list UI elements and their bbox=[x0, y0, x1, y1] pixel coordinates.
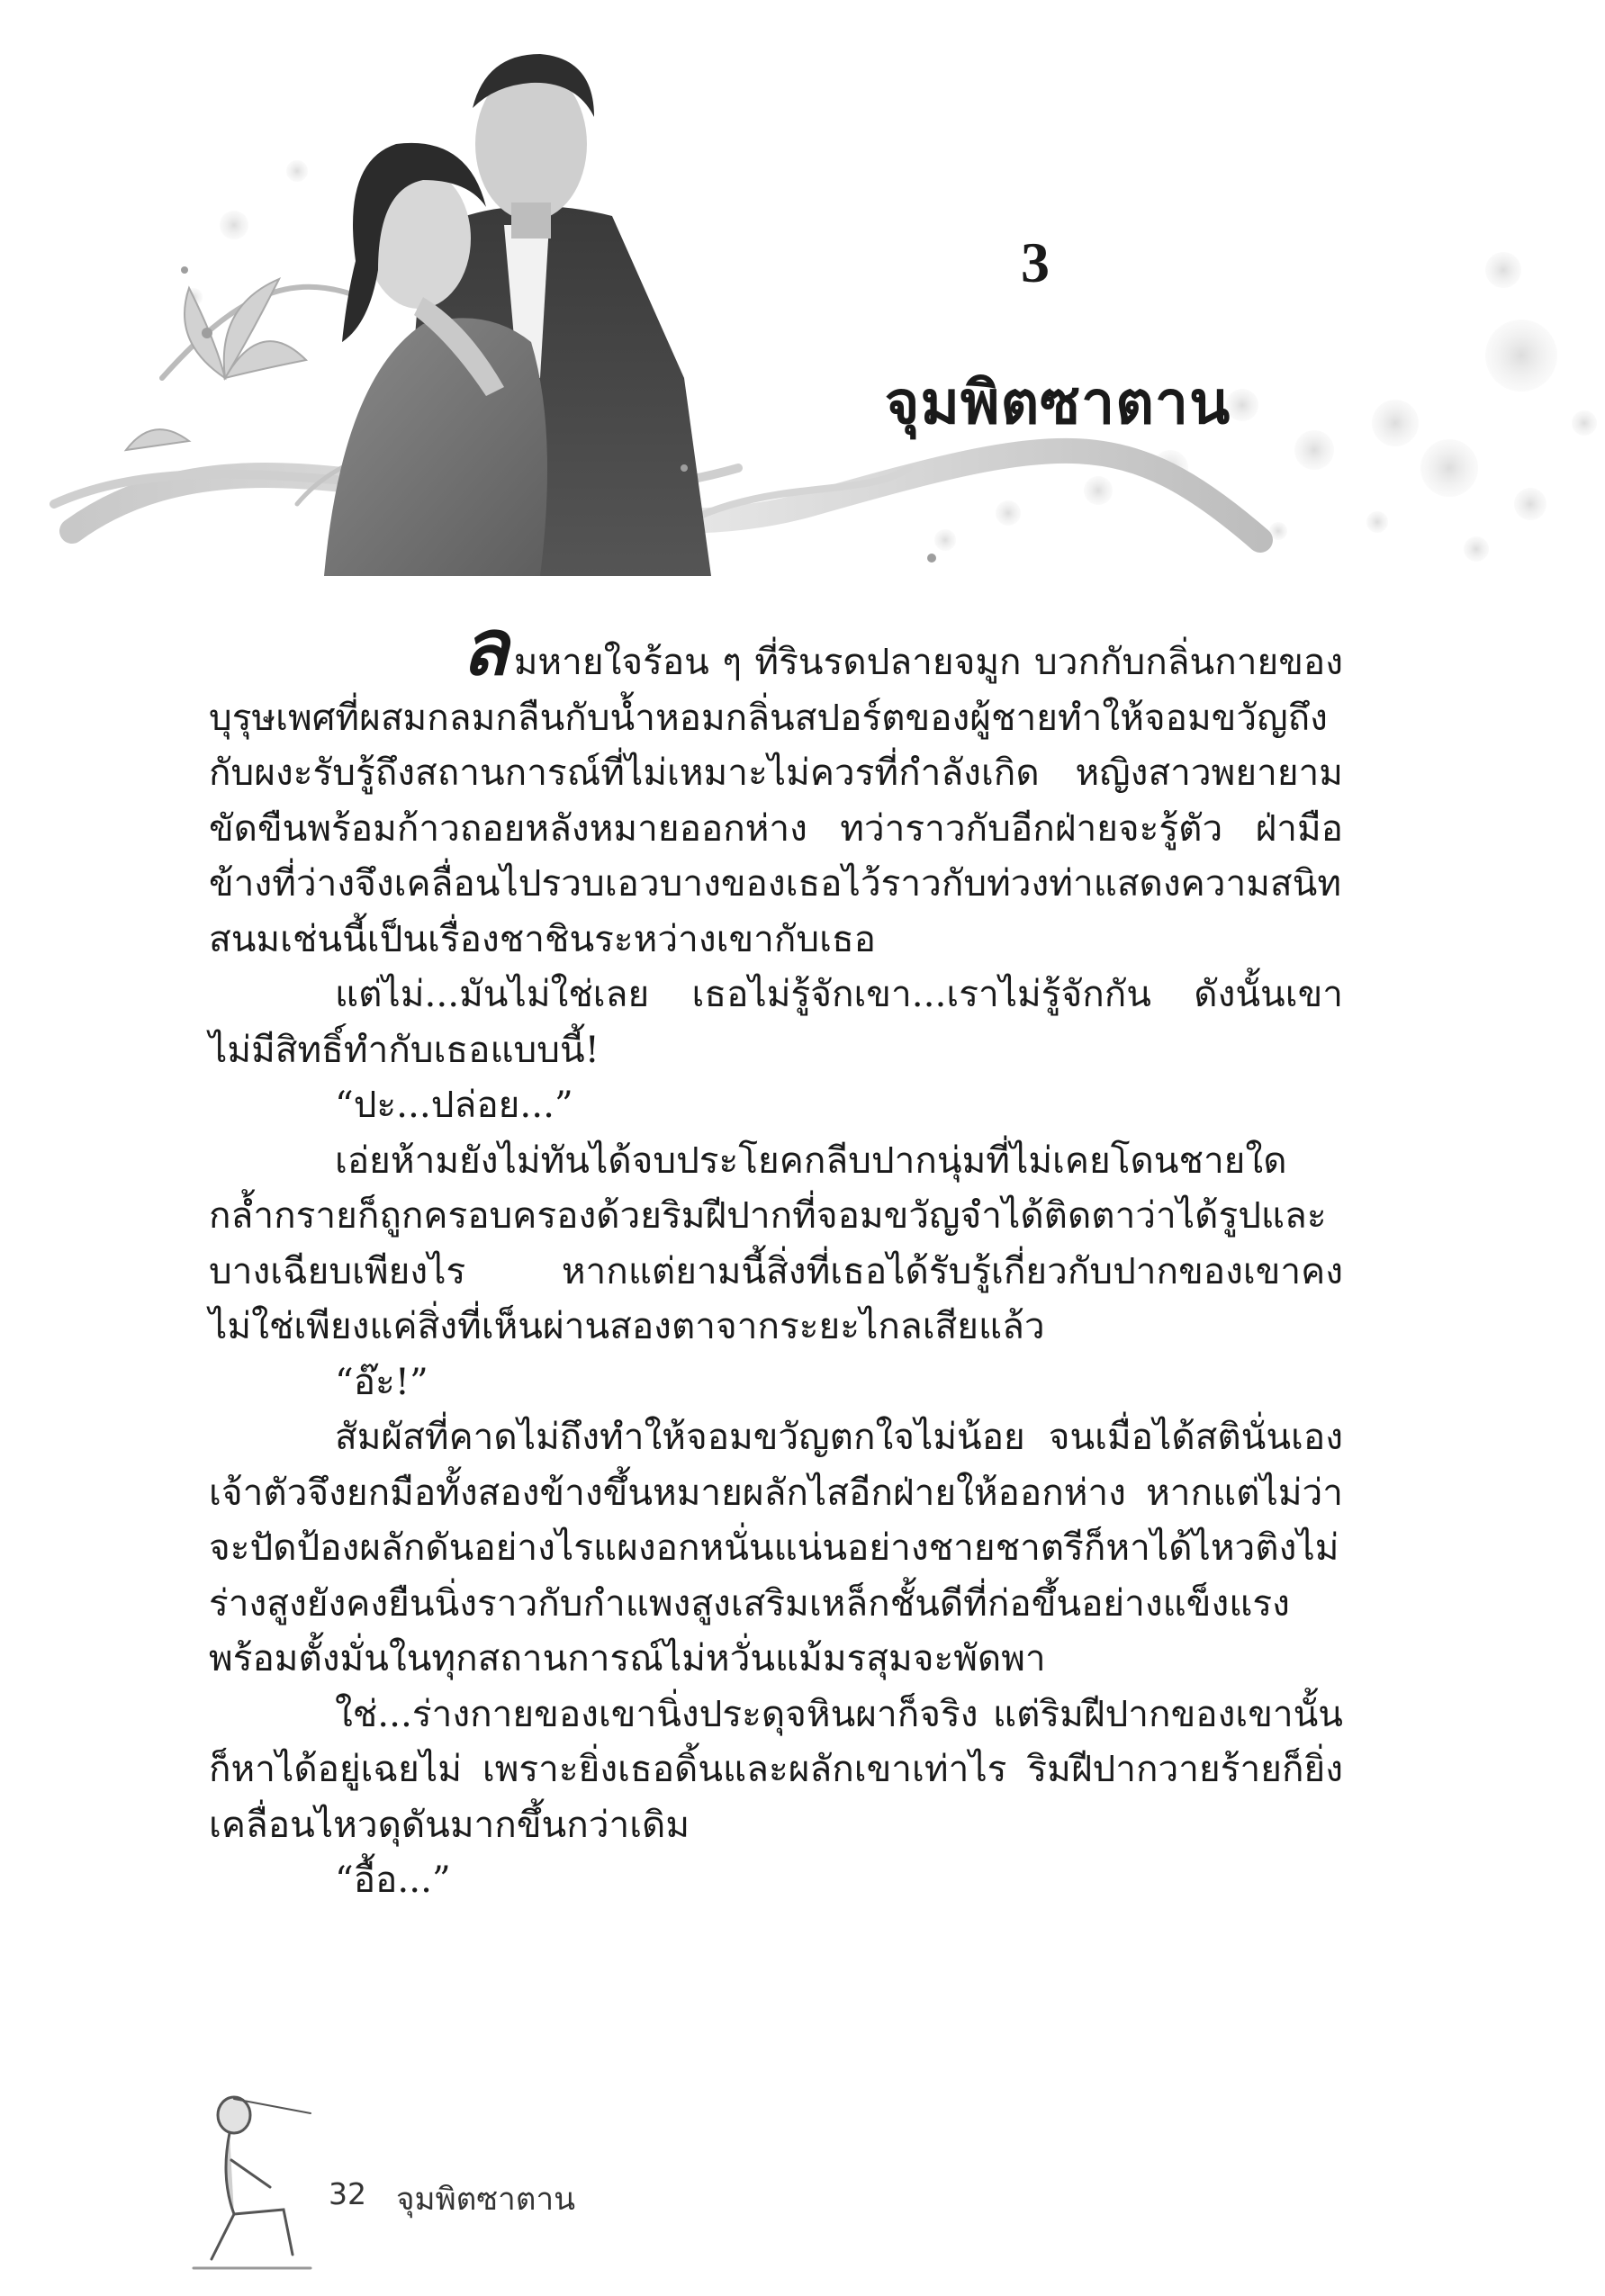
paragraph: ใช่...ร่างกายของเขานิ่งประดุจหินผาก็จริง แต่ริมฝีปากของเขานั้นก็หาได้อยู่เฉยไม่ เพราะยิ่งเธอดิ้นและผลักเขาเท่าไร ริมฝีปากวายร้ายก็ยิ่งเคลื่อนไหวดุดันมากขึ้นกว่าเดิม bbox=[209, 1691, 1343, 1846]
chapter-header-illustration bbox=[0, 0, 1605, 594]
chapter-title: จุมพิตซาตาน bbox=[884, 367, 1231, 437]
chapter-number: 3 bbox=[1021, 230, 1050, 294]
page-number: 32 bbox=[329, 2176, 366, 2211]
paragraph: เอ่ยห้ามยังไม่ทันได้จบประโยคกลีบปากนุ่มที่ไม่เคยโดนชายใดกล้ำกรายก็ถูกครอบครองด้วยริมฝีปากที่จอมขวัญจำได้ติดตาว่าได้รูปและบางเฉียบเพียงไร หากแต่ยามนี้สิ่งที่เธอได้รับรู้เกี่ยวกับปากของเขาคงไม่ใช่เพียงแค่สิ่งที่เห็นผ่านสองตาจากระยะไกลเสียแล้ว bbox=[209, 1138, 1343, 1347]
drop-cap: ล bbox=[461, 602, 509, 693]
paragraph bbox=[209, 602, 1343, 967]
footer-sitting-figure-icon bbox=[185, 2088, 320, 2277]
paragraph: แต่ไม่...มันไม่ใช่เลย เธอไม่รู้จักเขา...เราไม่รู้จักกัน ดังนั้นเขาไม่มีสิทธิ์ทำกับเธอแบบนี้! bbox=[209, 972, 1343, 1071]
running-title: จุมพิตซาตาน bbox=[396, 2182, 576, 2218]
dialogue-line: “ปะ...ปล่อย...” bbox=[335, 1083, 573, 1126]
paragraph-text: ที่ผสมกลมกลืนกับน้ำหอมกลิ่นสปอร์ตของผู้ชายทำให้จอมขวัญถึงกับผงะรับรู้ถึงสถานการณ์ที่ไม่เหมาะไม่ควรที่กำลังเกิด หญิงสาวพยายามขัดขืนพร้อมก้าวถอยหลังหมายออกห่าง ทว่าราวกับอีกฝ่ายจะรู้ตัว ฝ่ามือข้างที่ว่างจึงเคลื่อนไปรวบเอวบางของเธอไว้ราวกับท่วงท่าแสดงความสนิทสนมเช่นนี้เป็นเรื่องชาชินระหว่างเขากับเธอ bbox=[209, 695, 1343, 960]
paragraph: สัมผัสที่คาดไม่ถึงทำให้จอมขวัญตกใจไม่น้อย จนเมื่อได้สตินั่นเองเจ้าตัวจึงยกมือทั้งสองข้างขึ้นหมายผลักไสอีกฝ่ายให้ออกห่าง หากแต่ไม่ว่าจะปัดป้องผลักดันอย่างไรแผงอกหนั่นแน่นอย่างชายชาตรีก็หาได้ไหวติงไม่ร่างสูงยังคงยืนนิ่งราวกับกำแพงสูงเสริมเหล็กชั้นดีที่ก่อขึ้นอย่างแข็งแรงพร้อมตั้งมั่นในทุกสถานการณ์ไม่หวั่นแม้มรสุมจะพัดพา bbox=[209, 1415, 1343, 1679]
paragraph-text: มหายใจร้อน ๆ ที่รินรดปลายจมูก บวกกับกลิ่นกายของบุรุษเพศ bbox=[209, 640, 1343, 739]
dialogue-line: “อื้อ...” bbox=[335, 1858, 451, 1901]
chapter-body bbox=[209, 602, 1343, 1908]
dialogue-line: “อ๊ะ!” bbox=[335, 1359, 428, 1403]
